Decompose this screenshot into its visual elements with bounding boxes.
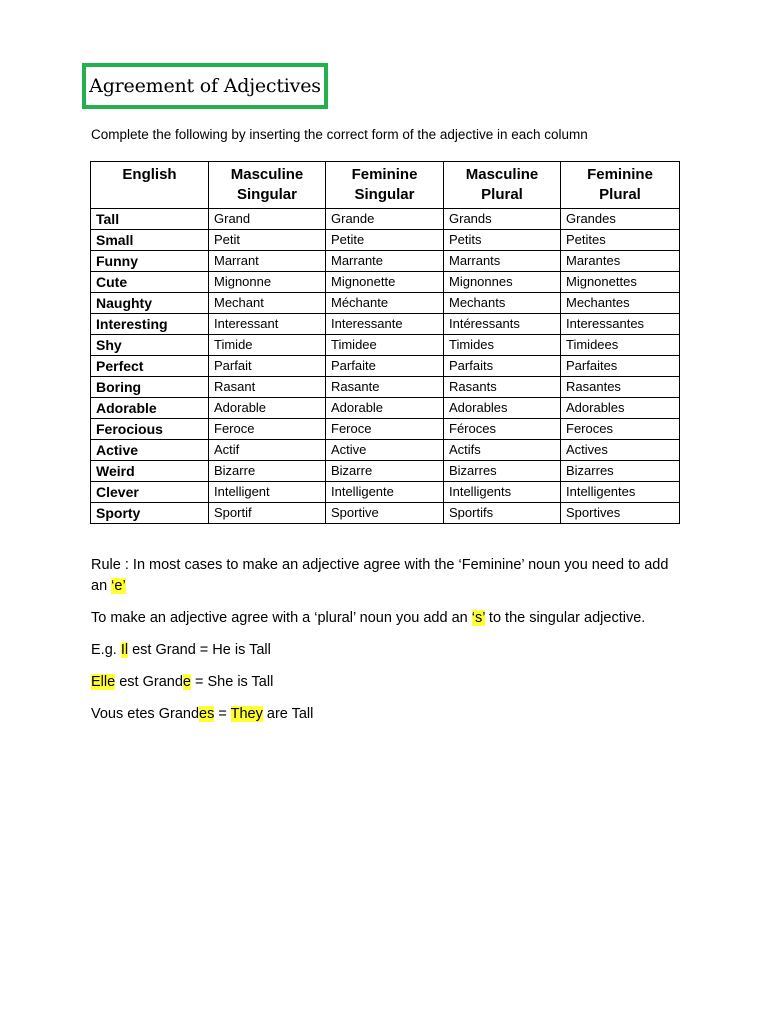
rule-label: Rule — [91, 557, 121, 573]
plural-text: To make an adjective agree with a ‘plural’ noun you add an — [91, 610, 472, 626]
english-word-cell: Boring — [91, 377, 209, 398]
header-feminine-singular — [326, 162, 444, 209]
french-form-cell: Rasants — [444, 377, 561, 398]
table-row — [91, 230, 680, 251]
header-label: Plural — [599, 186, 641, 203]
rule-highlight: ‘e’ — [111, 578, 126, 594]
french-form-cell: Active — [326, 440, 444, 461]
english-word-cell: Funny — [91, 251, 209, 272]
french-form-cell: Interessant — [209, 314, 326, 335]
example-highlight: Elle — [91, 674, 116, 690]
example-text: = She is Tall — [190, 674, 274, 690]
french-form-cell: Marrant — [209, 251, 326, 272]
header-label: Masculine — [465, 166, 539, 183]
french-form-cell: Parfaits — [444, 356, 561, 377]
table-row — [91, 482, 680, 503]
example-highlight: e — [182, 674, 191, 690]
example-text: est Grand = He is Tall — [128, 642, 271, 658]
french-form-cell: Mechants — [444, 293, 561, 314]
table-row — [91, 461, 680, 482]
french-form-cell: Bizarres — [561, 461, 680, 482]
french-form-cell: Mignonne — [209, 272, 326, 293]
english-word-cell: Adorable — [91, 398, 209, 419]
english-word-cell: Small — [91, 230, 209, 251]
french-form-cell: Actives — [561, 440, 680, 461]
example-1 — [91, 640, 681, 661]
french-form-cell: Mignonette — [326, 272, 444, 293]
french-form-cell: Méchante — [326, 293, 444, 314]
english-word-cell: Naughty — [91, 293, 209, 314]
french-form-cell: Timides — [444, 335, 561, 356]
french-form-cell: Intelligent — [209, 482, 326, 503]
header-label: Masculine — [230, 166, 304, 183]
table-header-row — [91, 162, 680, 209]
french-form-cell: Marantes — [561, 251, 680, 272]
example-text: are Tall — [262, 706, 314, 722]
english-word-cell: Interesting — [91, 314, 209, 335]
table-row — [91, 440, 680, 461]
header-label: Singular — [236, 186, 297, 203]
french-form-cell: Grand — [209, 209, 326, 230]
french-form-cell: Feroce — [326, 419, 444, 440]
page-title: Agreement of Adjectives — [89, 75, 321, 97]
french-form-cell: Rasant — [209, 377, 326, 398]
table-row — [91, 503, 680, 524]
table-row — [91, 335, 680, 356]
header-label: Plural — [481, 186, 523, 203]
table-row — [91, 293, 680, 314]
french-form-cell: Adorable — [326, 398, 444, 419]
adjective-table — [90, 161, 680, 524]
english-word-cell: Clever — [91, 482, 209, 503]
english-word-cell: Tall — [91, 209, 209, 230]
header-masculine-plural — [444, 162, 561, 209]
french-form-cell: Interessante — [326, 314, 444, 335]
french-form-cell: Actifs — [444, 440, 561, 461]
example-2 — [91, 672, 681, 693]
french-form-cell: Marrante — [326, 251, 444, 272]
french-form-cell: Feroce — [209, 419, 326, 440]
french-form-cell: Adorables — [561, 398, 680, 419]
header-masculine-singular — [209, 162, 326, 209]
table-row — [91, 314, 680, 335]
example-text: = — [214, 706, 231, 722]
example-highlight: They — [230, 706, 263, 722]
example-text: E.g. — [91, 642, 121, 658]
table-row — [91, 398, 680, 419]
french-form-cell: Marrants — [444, 251, 561, 272]
english-word-cell: Weird — [91, 461, 209, 482]
table-row — [91, 272, 680, 293]
example-3 — [91, 704, 681, 725]
table-row — [91, 356, 680, 377]
english-word-cell: Ferocious — [91, 419, 209, 440]
table-row — [91, 419, 680, 440]
header-feminine-plural — [561, 162, 680, 209]
english-word-cell: Sporty — [91, 503, 209, 524]
french-form-cell: Petits — [444, 230, 561, 251]
french-form-cell: Adorable — [209, 398, 326, 419]
french-form-cell: Bizarres — [444, 461, 561, 482]
french-form-cell: Sportifs — [444, 503, 561, 524]
french-form-cell: Mignonnes — [444, 272, 561, 293]
english-word-cell: Shy — [91, 335, 209, 356]
french-form-cell: Timidees — [561, 335, 680, 356]
french-form-cell: Mechant — [209, 293, 326, 314]
french-form-cell: Mechantes — [561, 293, 680, 314]
header-english — [91, 162, 209, 209]
french-form-cell: Féroces — [444, 419, 561, 440]
table-row — [91, 251, 680, 272]
french-form-cell: Interessantes — [561, 314, 680, 335]
table-row — [91, 377, 680, 398]
french-form-cell: Bizarre — [209, 461, 326, 482]
french-form-cell: Grands — [444, 209, 561, 230]
rules-section — [91, 555, 681, 725]
example-text: est Grand — [115, 674, 183, 690]
french-form-cell: Parfaites — [561, 356, 680, 377]
plural-text-after: to the singular adjective. — [484, 610, 646, 626]
french-form-cell: Intéressants — [444, 314, 561, 335]
french-form-cell: Grandes — [561, 209, 680, 230]
french-form-cell: Feroces — [561, 419, 680, 440]
french-form-cell: Sportif — [209, 503, 326, 524]
header-label: English — [122, 166, 177, 183]
title-box — [82, 63, 328, 109]
french-form-cell: Actif — [209, 440, 326, 461]
french-form-cell: Timide — [209, 335, 326, 356]
french-form-cell: Adorables — [444, 398, 561, 419]
english-word-cell: Cute — [91, 272, 209, 293]
french-form-cell: Petit — [209, 230, 326, 251]
french-form-cell: Intelligentes — [561, 482, 680, 503]
french-form-cell: Petite — [326, 230, 444, 251]
table-row — [91, 209, 680, 230]
french-form-cell: Parfaite — [326, 356, 444, 377]
english-word-cell: Active — [91, 440, 209, 461]
french-form-cell: Mignonettes — [561, 272, 680, 293]
plural-paragraph — [91, 608, 681, 629]
plural-highlight: ‘s’ — [471, 610, 485, 626]
french-form-cell: Bizarre — [326, 461, 444, 482]
table-body — [91, 209, 680, 524]
french-form-cell: Intelligents — [444, 482, 561, 503]
english-word-cell: Perfect — [91, 356, 209, 377]
instruction-text: Complete the following by inserting the correct form of the adjective in each column — [91, 127, 588, 142]
french-form-cell: Rasantes — [561, 377, 680, 398]
header-label: Feminine — [351, 166, 418, 183]
french-form-cell: Rasante — [326, 377, 444, 398]
example-highlight: Il — [120, 642, 129, 658]
french-form-cell: Parfait — [209, 356, 326, 377]
header-label: Feminine — [587, 166, 653, 183]
french-form-cell: Sportive — [326, 503, 444, 524]
french-form-cell: Petites — [561, 230, 680, 251]
example-highlight: es — [199, 706, 215, 722]
french-form-cell: Intelligente — [326, 482, 444, 503]
rule-paragraph — [91, 555, 681, 597]
french-form-cell: Sportives — [561, 503, 680, 524]
example-text: Vous etes Grand — [91, 706, 200, 722]
header-label: Singular — [354, 186, 415, 203]
french-form-cell: Timidee — [326, 335, 444, 356]
rule-text: : In most cases to make an adjective agree with the ‘Feminine’ noun you need to add an — [91, 557, 669, 594]
french-form-cell: Grande — [326, 209, 444, 230]
